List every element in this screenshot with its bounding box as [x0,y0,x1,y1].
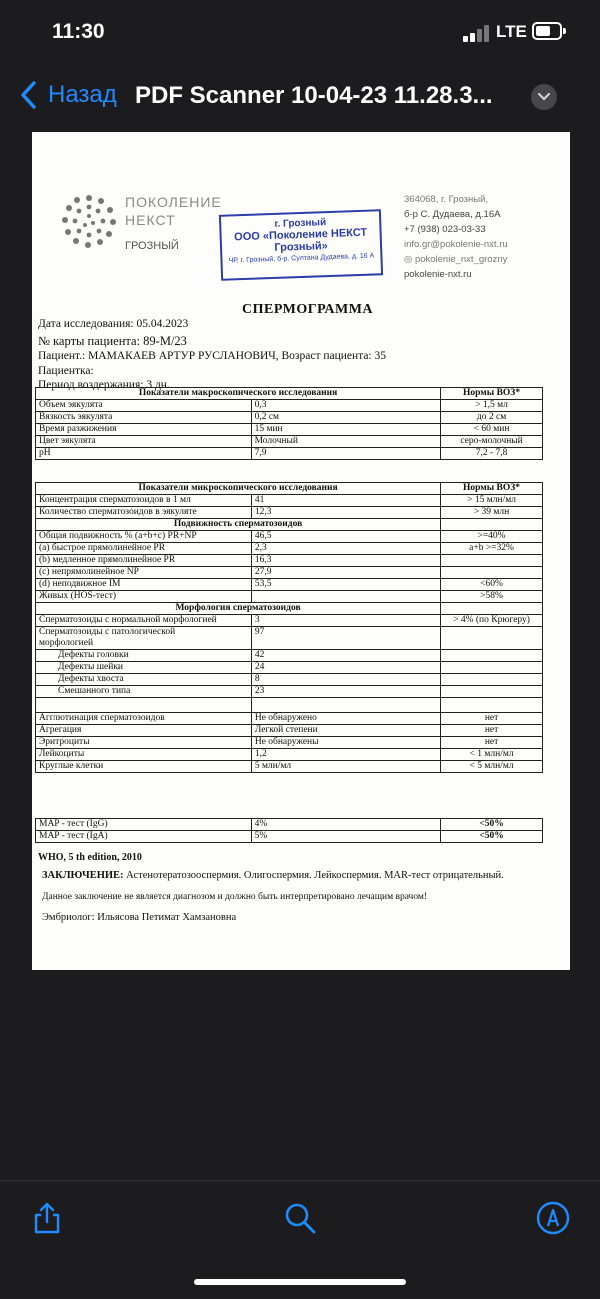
card-number: № карты пациента: 89-М/23 [38,334,187,348]
table-row: Количество сперматозоидов в эякуляте 12,3 > 39 млн [36,507,543,519]
logo-city: ГРОЗНЫЙ [125,240,179,252]
macro-table: Показатели макроскопического исследования Нормы ВОЗ* Объем эякулята 0,3 > 1,5 мл Вязкость эякулята 0,2 см до 2 см Время разжижения 15 мин < 60 мин Цвет эякулята Молочный серо-молочный pH 7,9 7,2 - 7,8 [35,387,543,460]
who-reference: WHO, 5 th edition, 2010 [38,852,142,863]
network-label: LTE [496,22,527,41]
home-indicator[interactable] [194,1279,406,1285]
table-row: Круглые клетки 5 млн/мл < 5 млн/мл [36,761,543,773]
patient-info: Пациент.: МАМАКАЕВ АРТУР РУСЛАНОВИЧ, Возраст пациента: 35 [38,350,387,362]
report-title: СПЕРМОГРАММА [242,302,374,317]
table-row: Цвет эякулята Молочный серо-молочный [36,436,543,448]
disclaimer: Данное заключение не является диагнозом и должно быть интерпретировано лечащим врачом! [42,892,428,902]
title-menu-button[interactable] [531,84,557,110]
chevron-down-icon [537,92,551,102]
mar-table [35,818,543,843]
table-row: pH 7,9 7,2 - 7,8 [36,448,543,460]
table-row: Лейкоциты 1,2 < 1 млн/мл [36,749,543,761]
table-row: (а) быстрое прямолинейное PR 2,3 a+b >=32% [36,543,543,555]
table-row: Эритроциты Не обнаружены нет [36,737,543,749]
table-row: Агглютинация сперматозоидов Не обнаружено нет [36,713,543,725]
table-row: Время разжижения 15 мин < 60 мин [36,424,543,436]
abstinence-period: Период воздержания: 3 дн. [38,379,170,391]
conclusion: ЗАКЛЮЧЕНИЕ: Астенотератозооспермия. Олигоспермия. Лейкоспермия. MAR-тест отрицательный. [42,870,504,881]
table-row: Дефекты шейки 24 [36,662,543,674]
table-row: Дефекты головки 42 [36,650,543,662]
document-viewer[interactable] [0,130,600,1180]
table-row: (d) неподвижное IM 53,5 <60% [36,579,543,591]
clinic-stamp: г. Грозный ООО «Поколение НЕКСТ Грозный» ЧР, г. Грозный, б-р. Султана Дудаева, д. 16 А [219,209,383,281]
exam-date: Дата исследования: 05.04.2023 [38,318,189,330]
table-row: Концентрация сперматозоидов в 1 мл 41 > 15 млн/мл [36,495,543,507]
battery-icon [532,22,562,40]
table-row: Агрегация Легкой степени нет [36,725,543,737]
table-row: MAP - тест (IgG) 4% <50% [36,819,543,831]
table-row: Сперматозоиды с нормальной морфологией 3 > 4% (по Крюгеру) [36,615,543,627]
table-row: MAP - тест (IgA) 5% <50% [36,831,543,843]
nav-bar [0,64,600,130]
logo-text-line1: ПОКОЛЕНИЕ [125,194,222,210]
search-icon[interactable] [283,1201,317,1235]
share-icon[interactable] [30,1201,64,1235]
document-title: PDF Scanner 10-04-23 11.28.3... [135,82,493,109]
company-logo-icon [60,192,118,250]
status-bar [0,0,600,64]
back-button[interactable] [18,80,117,110]
status-time: 11:30 [52,20,105,43]
table-row: Объем эякулята 0,3 > 1,5 мл [36,400,543,412]
micro-table: Показатели микроскопического исследования Нормы ВОЗ* Концентрация сперматозоидов в 1 мл 41 > 15 млн/мл Количество сперматозоидов в эякуляте 12,3 > 39 млн Подвижность сперматозоидов Общая подвижность % (a+b+c) PR+NP 46,5 >=40% (а) быстрое прямолинейное PR 2,3 a+b >=32% (b) медленное прямолинейное PR 16,3 (c) непрямолинейное NP 27,9 (d) неподвижное IM 53,5 <60% Живых (HOS-тест) >58% Морфология сперматозоидов Сперматозоиды с нормальной морфологией 3 > 4% (по Крюгеру) Сперматозоиды с патологической морфологией 97 Дефекты головки 42 Дефекты шейки 24 Дефекты хвоста 8 Смешанного типа 23 Агглютинация сперматозоидов Не обнаружено нет Агрегация Легкой степени нет Эритроциты Не обнаружены нет Лейкоциты 1,2 < 1 млн/мл Круглые клетки 5 млн/мл < 5 млн/мл [35,482,543,773]
logo-text-line2: НЕКСТ [125,212,176,228]
markup-icon[interactable] [536,1201,570,1235]
table-row: (c) непрямолинейное NP 27,9 [36,567,543,579]
table-row: Смешанного типа 23 [36,686,543,698]
table-row: Вязкость эякулята 0,2 см до 2 см [36,412,543,424]
table-row: Дефекты хвоста 8 [36,674,543,686]
signal-icon [463,24,491,42]
embryologist: Эмбриолог: Ильясова Петимат Хамзановна [42,912,237,923]
table-row: (b) медленное прямолинейное PR 16,3 [36,555,543,567]
document-page [32,132,570,970]
table-row: Живых (HOS-тест) >58% [36,591,543,603]
table-row: Общая подвижность % (a+b+c) PR+NP 46,5 >=40% [36,531,543,543]
table-row: Сперматозоиды с патологической морфологией 97 [36,627,543,650]
partner-info: Пациентка: [38,365,94,377]
clinic-address: 364068, г. Грозный, б-р С. Дудаева, д.16А +7 (938) 023-03-33 info.gr@pokolenie-nxt.ru ◎ pokolenie_nxt_grozny pokolenie-nxt.ru [404,194,508,280]
chevron-left-icon [18,80,38,110]
back-label: Назад [48,81,117,108]
